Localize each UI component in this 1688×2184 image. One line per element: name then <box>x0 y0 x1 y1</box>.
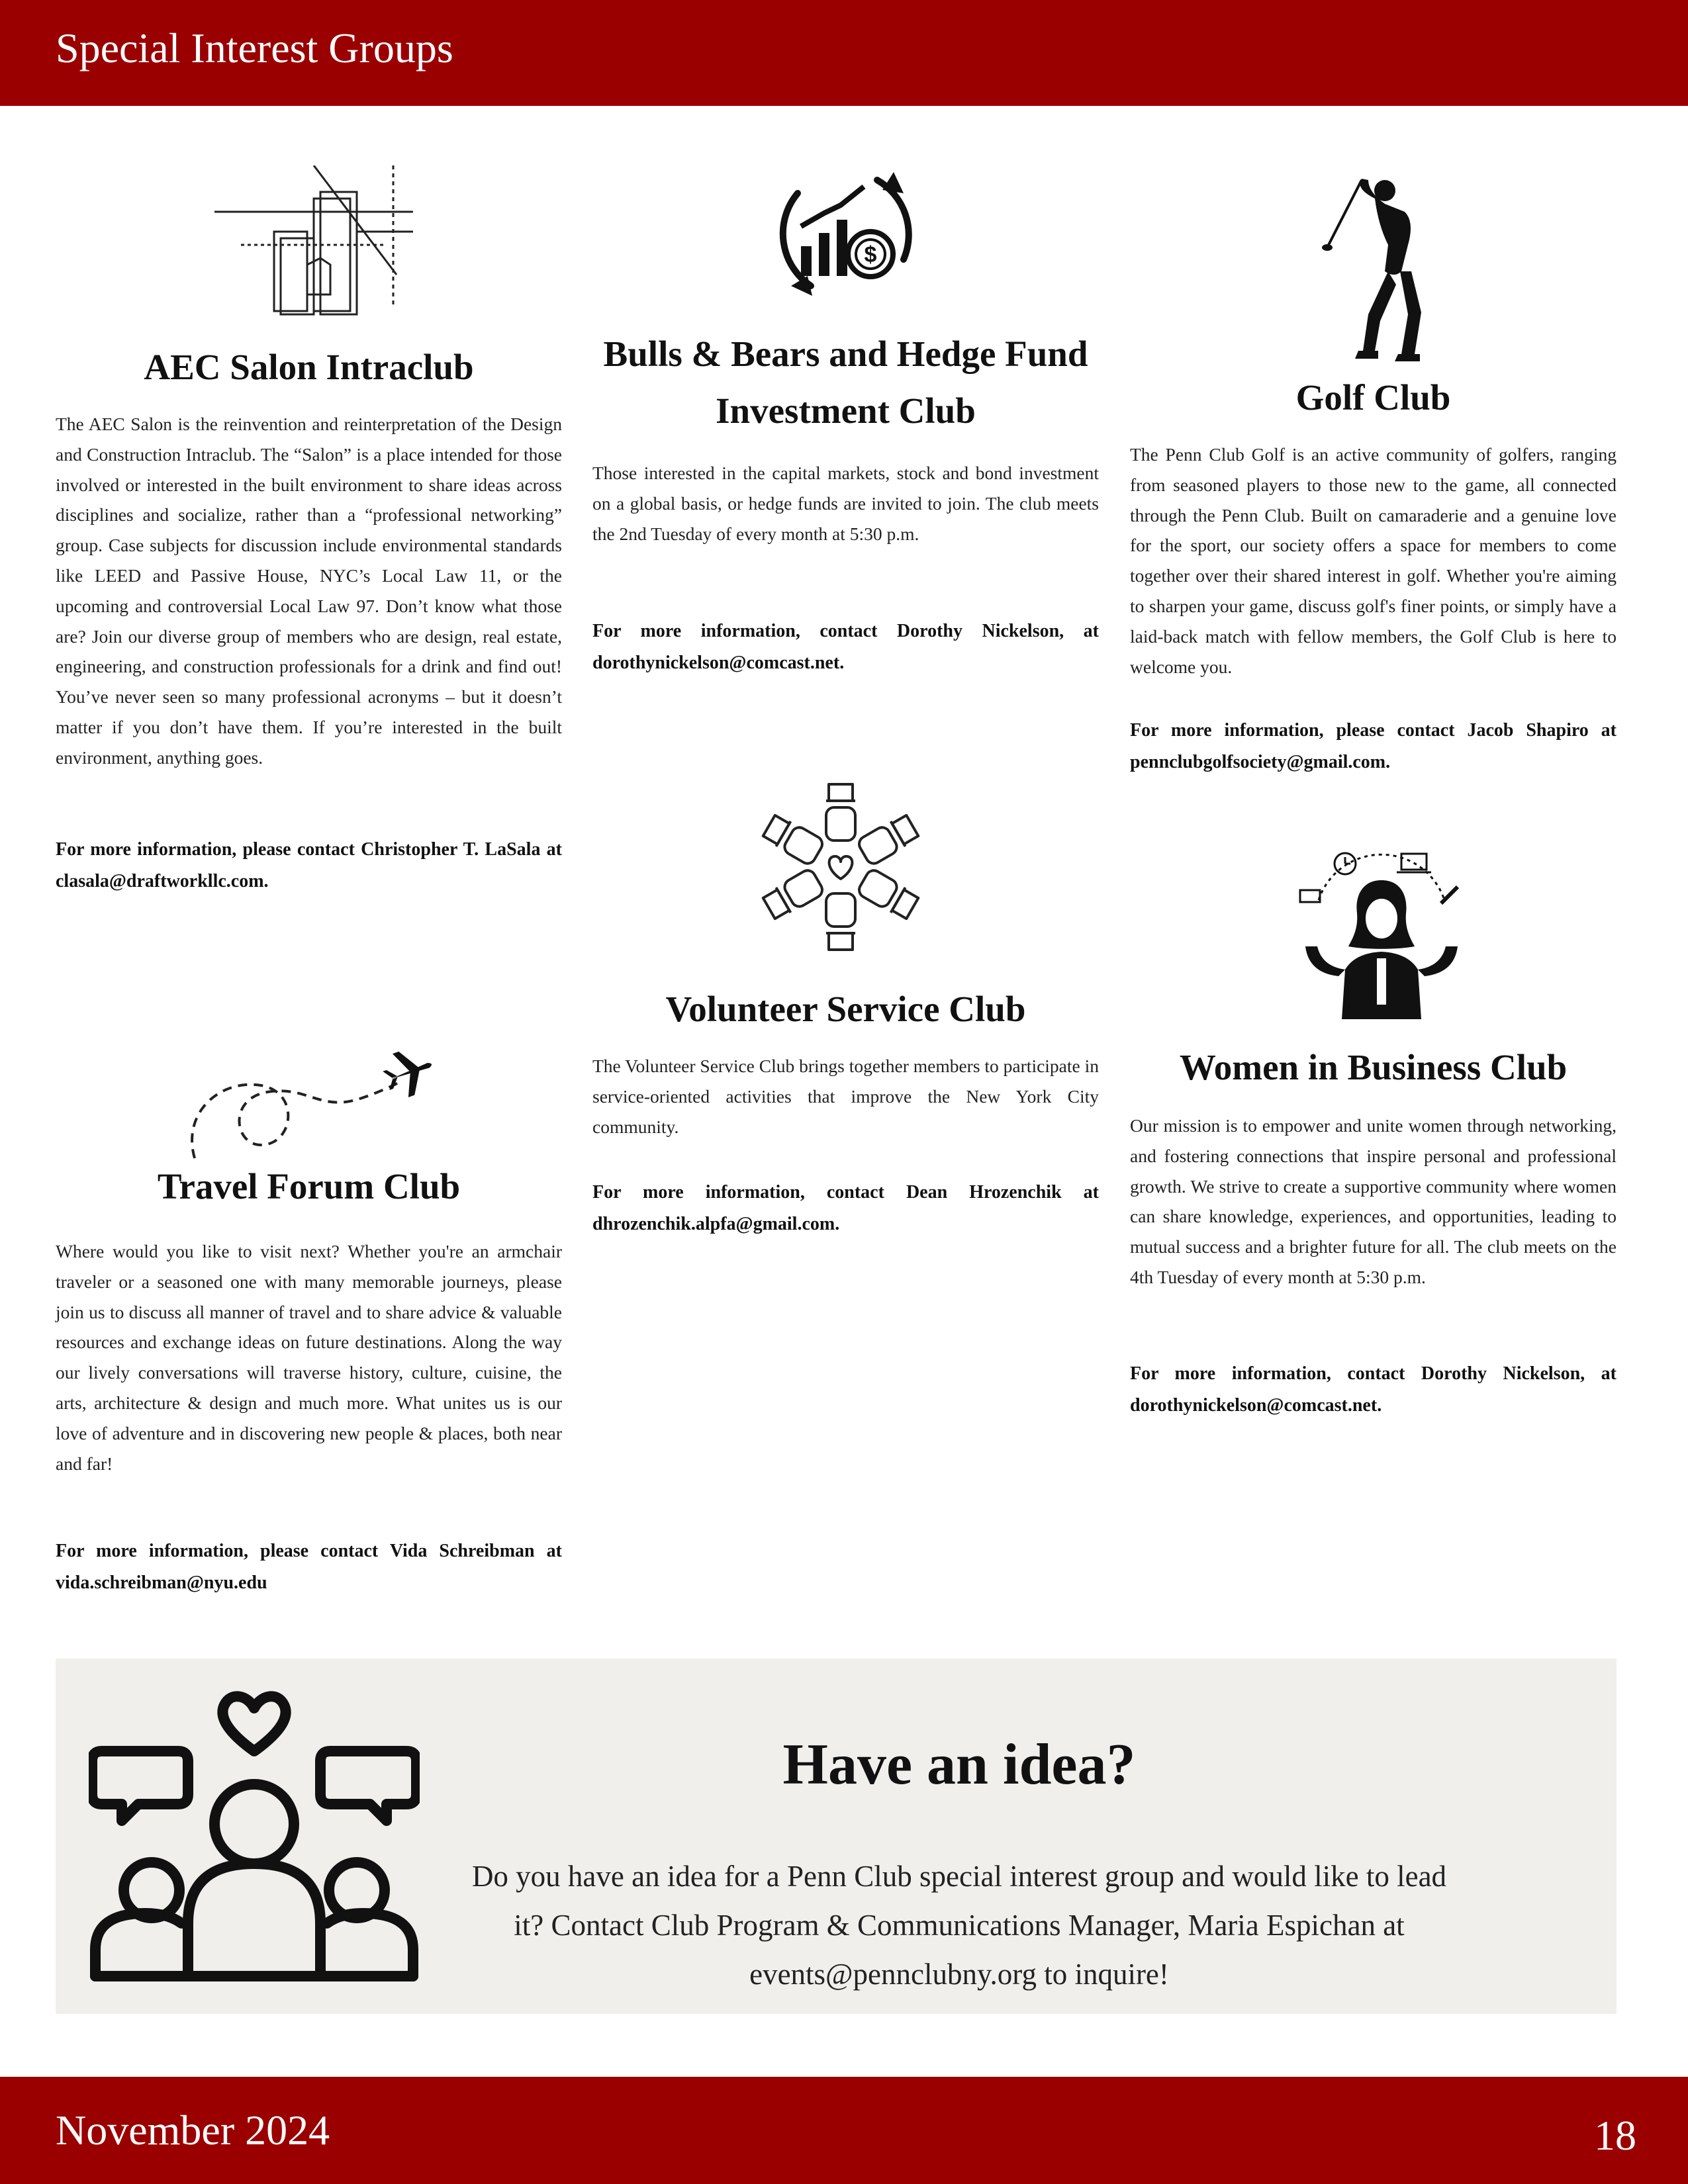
community-chat-icon <box>89 1685 420 1996</box>
club-contact: For more information, please contact Jacob Shapiro at pennclubgolfsociety@gmail.com. <box>1130 720 1617 772</box>
idea-heading: Have an idea? <box>782 1733 1136 1797</box>
club-contact: For more information, please contact Vida Schreibman at vida.schreibman@nyu.edu <box>56 1541 562 1593</box>
club-contact: For more information, contact Dean Hrozenchik at dhrozenchik.alpfa@gmail.com. <box>592 1182 1099 1234</box>
club-contact: For more information, contact Dorothy Nickelson, at dorothynickelson@comcast.net. <box>1130 1363 1617 1416</box>
golfer-icon <box>1322 172 1441 364</box>
airplane-path-icon <box>181 1026 446 1165</box>
club-description: Where would you like to visit next? Whether you're an armchair traveler or a seasoned one with many memorable journeys, please join us to discuss all manner of travel and to share advice & valuable resources and exchange ideas on future destinations. Along the way our lively conversations will traverse history, culture, cuisine, the arts, architecture & design and much more. What unites us is our love of adventure and in discovering new people & places, both near and far! <box>56 1241 562 1474</box>
club-title: AEC Salon Intraclub <box>144 347 474 387</box>
club-title: Volunteer Service Club <box>665 989 1026 1029</box>
idea-panel <box>56 1659 1617 2014</box>
club-title: Golf Club <box>1295 377 1451 418</box>
club-volunteer-service <box>592 774 1099 1251</box>
club-contact: For more information, please contact Christopher T. LaSala at clasala@draftworkllc.com. <box>56 839 562 891</box>
svg-text:$: $ <box>864 242 877 267</box>
businesswoman-icon <box>1292 841 1471 1026</box>
footer-band <box>0 2077 1688 2184</box>
idea-description: Do you have an idea for a Penn Club special interest group and would like to lead it? Contact Club Program & Communications Manager, Maria Espichan at events@pennclubny.org to inquire! <box>471 1860 1447 1991</box>
club-bulls-bears <box>592 159 1099 688</box>
club-aec-salon <box>56 159 562 900</box>
club-golf <box>1130 159 1617 794</box>
header-band <box>0 0 1688 106</box>
section-title: Special Interest Groups <box>56 24 453 71</box>
club-description: The AEC Salon is the reinvention and reinterpretation of the Design and Construction Intraclub. The “Salon” is a place intended for those involved or interested in the built environment to share ideas across disciplines and socialize, rather than a “professional networking” group. Case subjects for discussion include environmental standards like LEED and Passive House, NYC’s Local Law 11, or the upcoming and controversial Local Law 97. Don’t know what those are? Join our diverse group of members who are design, real estate, engineering, and construction professionals for a drink and find out! You’ve never seen so many professional acronyms – but it doesn’t matter if you don’t have them. If you’re interested in the built environment, anything goes. <box>56 414 562 768</box>
club-title: Women in Business Club <box>1179 1047 1568 1087</box>
club-travel-forum <box>56 1013 562 1615</box>
club-description: Those interested in the capital markets, stock and bond investment on a global basis, or hedge funds are invited to join. The club meets the 2nd Tuesday of every month at 5:30 p.m. <box>592 463 1099 544</box>
club-description: The Penn Club Golf is an active community of golfers, ranging from seasoned players to those new to the game, all connected through the Penn Club. Built on camaraderie and a genuine love for the sport, our society offers a space for members to come together over their shared interest in golf. Whether you're aiming to sharpen your game, discuss golf's finer points, or simply have a laid-back match with fellow members, the Golf Club is here to welcome you. <box>1130 444 1617 677</box>
issue-date: November 2024 <box>56 2107 330 2154</box>
club-title: Bulls & Bears and Hedge Fund Investment Club <box>603 334 1088 431</box>
club-contact: For more information, contact Dorothy Nickelson, at dorothynickelson@comcast.net. <box>592 621 1099 673</box>
club-title: Travel Forum Club <box>157 1166 461 1206</box>
club-description: The Volunteer Service Club brings together members to participate in service-oriented activities that improve the New York City community. <box>592 1056 1099 1137</box>
hands-circle-icon <box>748 774 933 960</box>
club-description: Our mission is to empower and unite women through networking, and fostering connections that inspire personal and professional growth. We strive to create a supportive community where women can share knowledge, experiences, and opportunities, leading to mutual success and a brighter future for all. The club meets on the 4th Tuesday of every month at 5:30 p.m. <box>1130 1115 1617 1287</box>
architecture-sketch-icon <box>214 165 413 318</box>
club-women-in-business <box>1130 841 1617 1436</box>
page-number: 18 <box>1594 2112 1636 2159</box>
investment-growth-icon <box>771 167 917 306</box>
